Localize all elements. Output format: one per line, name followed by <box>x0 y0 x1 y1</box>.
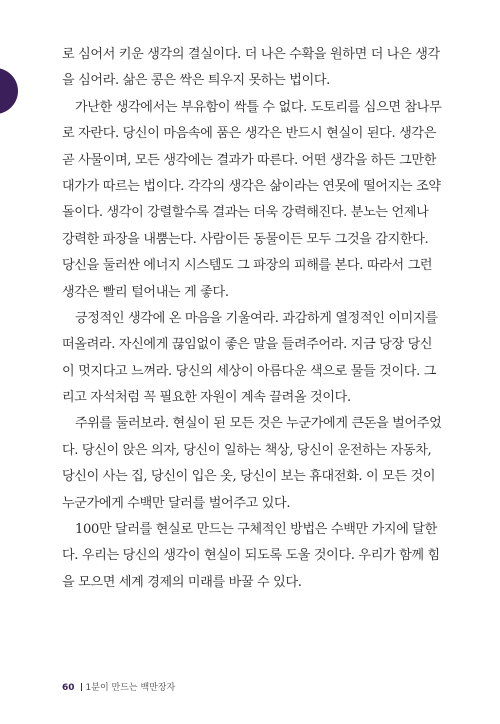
page-number: 60 <box>62 683 75 693</box>
paragraph <box>62 95 452 306</box>
text-line: 을 모으면 세계 경제의 미래를 바꿀 수 있다. <box>62 574 302 590</box>
text-line: 당신을 둘러싼 에너지 시스템도 그 파장의 피해를 본다. 따라서 그런 <box>62 258 433 274</box>
text-line: 떠올려라. 자신에게 끊임없이 좋은 말을 들려주어라. 지금 당장 당신 <box>62 337 433 353</box>
text-line: 강력한 파장을 내뿜는다. 사람이든 동물이든 모두 그것을 감지한다. <box>62 231 429 247</box>
page-footer <box>62 680 175 693</box>
text-line: 생각은 빨리 털어내는 게 좋다. <box>62 284 229 300</box>
text-line: 돌이다. 생각이 강렬할수록 결과는 더욱 강력해진다. 분노는 언제나 <box>62 205 429 221</box>
body-text <box>62 42 452 596</box>
text-line: 긍정적인 생각에 온 마음을 기울여라. 과감하게 열정적인 이미지를 <box>75 310 438 326</box>
chapter-tab-marker <box>0 68 18 114</box>
text-line: 리고 자석처럼 꼭 필요한 자원이 계속 끌려올 것이다. <box>62 390 351 406</box>
text-line: 다. 우리는 당신의 생각이 현실이 되도록 도울 것이다. 우리가 함께 힘 <box>62 548 440 564</box>
text-line: 가난한 생각에서는 부유함이 싹틀 수 없다. 도토리를 심으면 참나무 <box>75 99 442 115</box>
text-line: 을 심어라. 삶은 콩은 싹은 틔우지 못하는 법이다. <box>62 73 330 89</box>
paragraph <box>62 411 452 517</box>
text-line: 로 자란다. 당신이 마음속에 품은 생각은 반드시 현실이 된다. 생각은 <box>62 126 436 142</box>
text-line: 100만 달러를 현실로 만드는 구체적인 방법은 수백만 가지에 달한 <box>75 522 437 538</box>
text-line: 다. 당신이 앉은 의자, 당신이 일하는 책상, 당신이 운전하는 자동차, <box>62 442 432 458</box>
text-line: 당신이 사는 집, 당신이 입은 옷, 당신이 보는 휴대전화. 이 모든 것이 <box>62 469 436 485</box>
running-title: 1분이 만드는 백만장자 <box>85 683 176 693</box>
text-line: 대가가 따르는 법이다. 각각의 생각은 삶이라는 연못에 떨어지는 조약 <box>62 178 441 194</box>
paragraph <box>62 306 452 412</box>
paragraph <box>62 517 452 596</box>
paragraph <box>62 42 452 95</box>
text-line: 이 멋지다고 느껴라. 당신의 세상이 아름다운 색으로 물들 것이다. 그 <box>62 363 436 379</box>
text-line: 누군가에게 수백만 달러를 벌어주고 있다. <box>62 495 291 511</box>
text-line: 곧 사물이며, 모든 생각에는 결과가 따른다. 어떤 생각을 하든 그만한 <box>62 152 436 168</box>
text-line: 로 심어서 키운 생각의 결실이다. 더 나은 수확을 원하면 더 나은 생각 <box>62 47 440 62</box>
text-line: 주위를 둘러보라. 현실이 된 모든 것은 누군가에게 큰돈을 벌어주었 <box>75 416 442 432</box>
footer-divider <box>81 683 82 691</box>
